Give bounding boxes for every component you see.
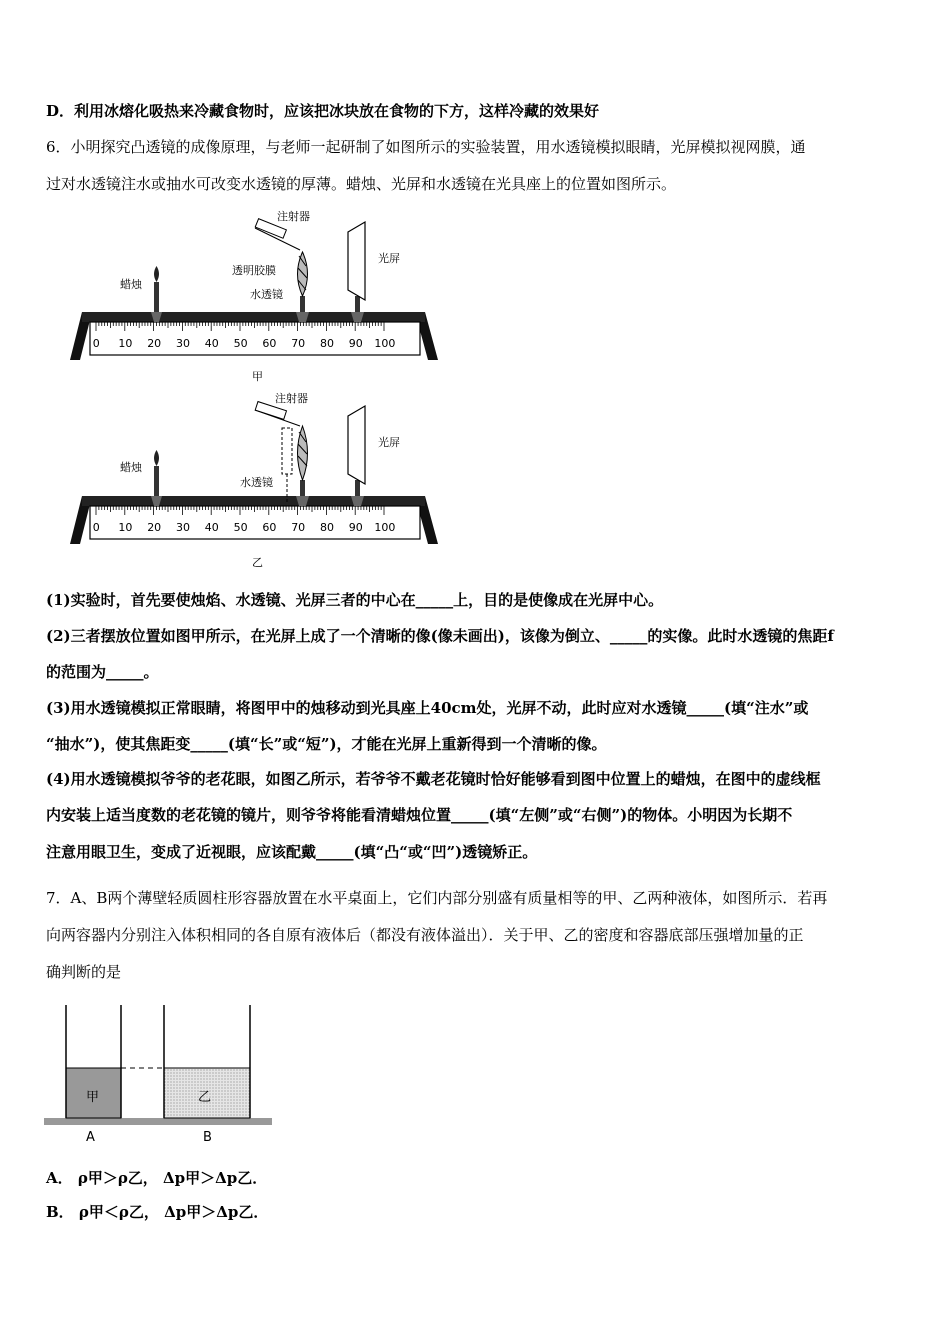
- label-container-a: A: [86, 1130, 95, 1145]
- option-b: B． ρ甲＜ρ乙， Δp甲＞Δp乙．: [46, 1203, 269, 1221]
- ruler-tick-label: 100: [374, 337, 396, 350]
- ruler-tick-label: 80: [320, 521, 334, 534]
- question-6-line-1: 6．小明探究凸透镜的成像原理，与老师一起研制了如图所示的实验装置，用水透镜模拟眼睛，光屏模拟视网膜，通: [46, 138, 806, 156]
- ruler-tick-label: 20: [147, 521, 162, 534]
- label-syringe-yi: 注射器: [275, 392, 308, 405]
- ruler-tick-label: 0: [92, 521, 100, 534]
- ruler-tick-label: 70: [291, 521, 306, 534]
- ruler-tick-label: 30: [176, 521, 190, 534]
- caption-yi: 乙: [252, 556, 263, 569]
- ruler-tick-label: 100: [374, 521, 396, 534]
- ruler-tick-label: 50: [233, 337, 248, 350]
- caption-jia: 甲: [252, 370, 263, 383]
- ruler-tick-label: 80: [320, 337, 334, 350]
- question-7-line-1: 7．A、B两个薄壁轻质圆柱形容器放置在水平桌面上，它们内部分别盛有质量相等的甲、乙两种液体，如图所示．若再: [46, 889, 828, 907]
- subquestion-3-line-2: “抽水”)，使其焦距变_____(填“长”或“短”)，才能在光屏上重新得到一个清晰的像。: [46, 735, 607, 753]
- subquestion-1: (1)实验时，首先要使烛焰、水透镜、光屏三者的中心在_____上，目的是使像成在光屏中心。: [46, 591, 664, 609]
- ruler-tick-label: 10: [118, 521, 133, 534]
- subquestion-4-line-1: (4)用水透镜模拟爷爷的老花眼，如图乙所示，若爷爷不戴老花镜时恰好能够看到图中位置上的蜡烛，在图中的虚线框: [46, 770, 821, 788]
- subquestion-3-line-1: (3)用水透镜模拟正常眼睛，将图甲中的烛移动到光具座上40cm处，光屏不动，此时应对水透镜_____(填“注水”或: [46, 699, 809, 717]
- label-screen-jia: 光屏: [378, 252, 400, 265]
- ruler-tick-label: 60: [262, 521, 277, 534]
- ruler-tick-label: 90: [348, 337, 363, 350]
- ruler-tick-label: 70: [291, 337, 306, 350]
- figure-yi: [60, 386, 450, 576]
- label-liquid-yi: 乙: [198, 1090, 212, 1105]
- ruler-tick-label: 60: [262, 337, 277, 350]
- ruler-tick-label: 10: [118, 337, 133, 350]
- subquestion-2-line-2: 的范围为_____。: [46, 663, 159, 681]
- label-film-jia: 透明胶膜: [232, 264, 276, 277]
- label-candle-jia: 蜡烛: [120, 278, 142, 291]
- label-container-b: B: [203, 1130, 212, 1145]
- label-lens-jia: 水透镜: [250, 288, 283, 301]
- subquestion-4-line-2: 内安装上适当度数的老花镜的镜片，则爷爷将能看清蜡烛位置_____(填“左侧”或“右侧”)的物体。小明因为长期不: [46, 806, 793, 824]
- ruler-tick-label: 90: [348, 521, 363, 534]
- figure-jia: [60, 200, 450, 390]
- option-d-text: D．利用冰熔化吸热来冷藏食物时，应该把冰块放在食物的下方，这样冷藏的效果好: [46, 102, 600, 120]
- figure-containers: [44, 1000, 284, 1150]
- question-6-line-2: 过对水透镜注水或抽水可改变水透镜的厚薄。蜡烛、光屏和水透镜在光具座上的位置如图所示。: [46, 175, 677, 193]
- label-screen-yi: 光屏: [378, 436, 400, 449]
- question-7-line-2: 向两容器内分别注入体积相同的各自原有液体后（都没有液体溢出）．关于甲、乙的密度和容器底部压强增加量的正: [46, 926, 804, 944]
- ruler-tick-label: 50: [233, 521, 248, 534]
- label-lens-yi: 水透镜: [240, 476, 273, 489]
- ruler-tick-label: 0: [92, 337, 100, 350]
- ruler-tick-label: 40: [204, 521, 219, 534]
- question-7-line-3: 确判断的是: [46, 963, 122, 981]
- label-liquid-jia: 甲: [86, 1090, 100, 1105]
- ruler-tick-label: 20: [147, 337, 162, 350]
- subquestion-2-line-1: (2)三者摆放位置如图甲所示，在光屏上成了一个清晰的像(像未画出)，该像为倒立、_____的实像。此时水透镜的焦距f: [46, 627, 834, 645]
- subquestion-4-line-3: 注意用眼卫生，变成了近视眼，应该配戴_____(填“凸“或“凹”)透镜矫正。: [46, 843, 538, 861]
- ruler-tick-label: 40: [204, 337, 219, 350]
- option-a: A． ρ甲＞ρ乙， Δp甲＞Δp乙．: [46, 1169, 268, 1187]
- ruler-tick-label: 30: [176, 337, 190, 350]
- label-candle-yi: 蜡烛: [120, 461, 142, 474]
- label-syringe-jia: 注射器: [277, 210, 310, 223]
